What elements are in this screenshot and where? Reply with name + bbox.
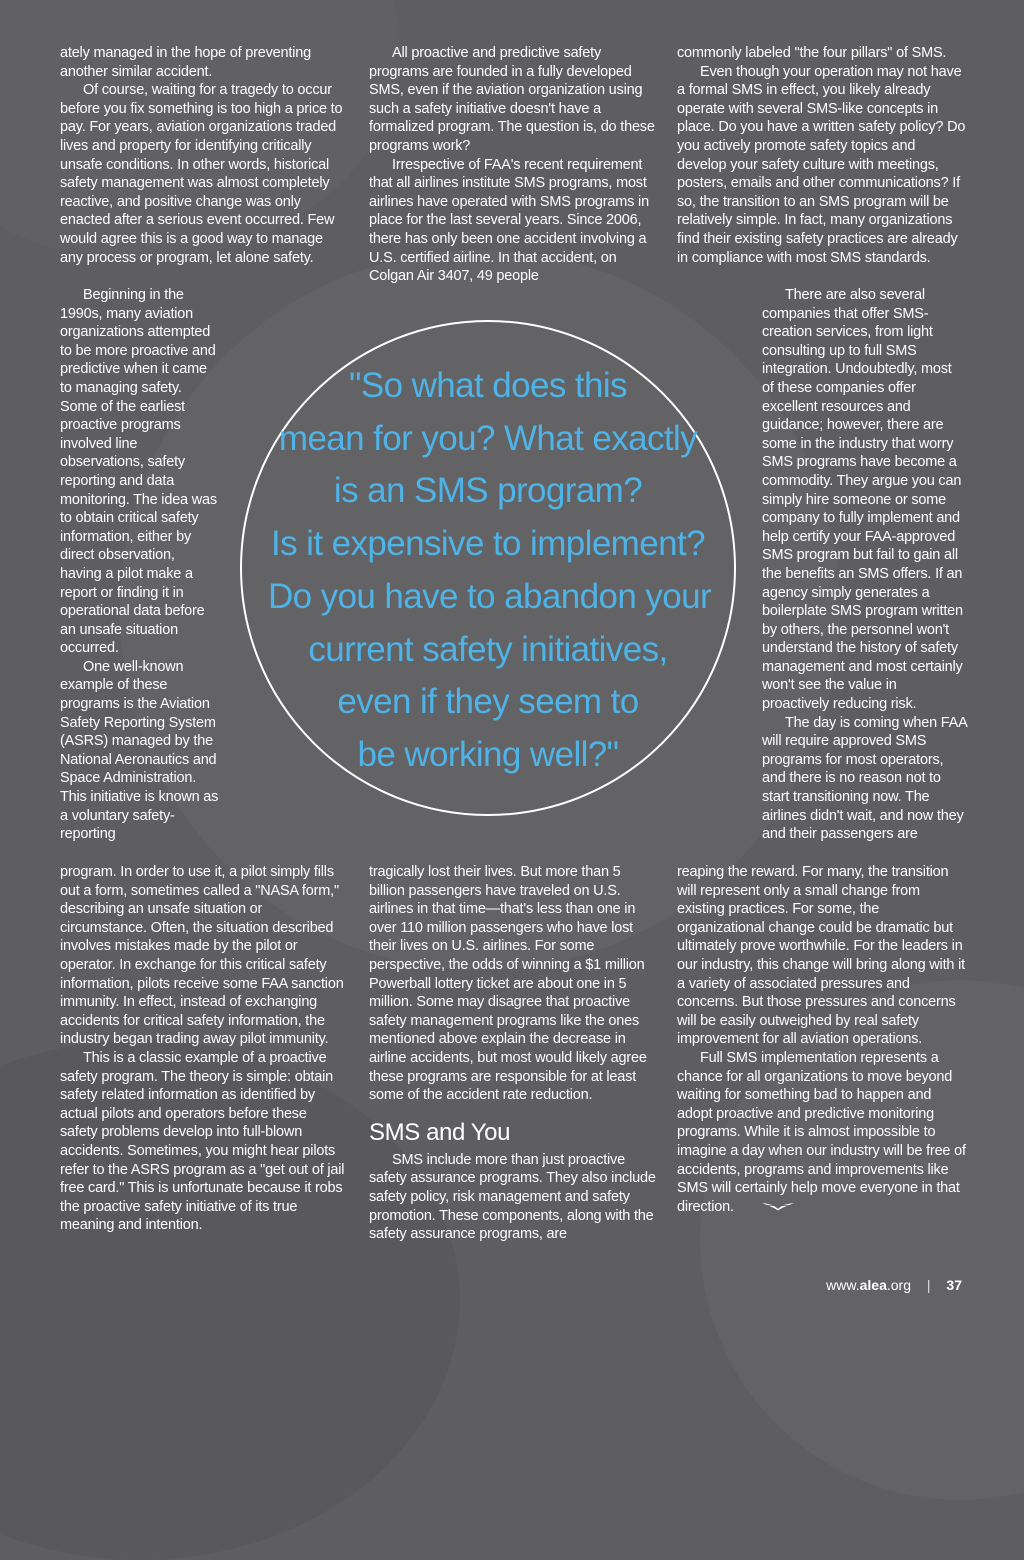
pull-quote [268,360,712,782]
pull-quote-line: is an SMS program? [333,471,643,511]
paragraph: Irrespective of FAA's recent requirement that all airlines institute SMS programs, most airlines have operated with SMS programs in place for the last several years. Since 2006, there has only been one accident involving a U.S. certified airline. In that accident, on Colgan Air 3407, 49 people [369,156,649,285]
column-1-middle [60,286,220,844]
url-brand: alea [859,1277,887,1293]
paragraph: reaping the reward. For many, the transition will represent only a small change from existing practices. For some, the organizational change could be dramatic but ultimately prove worthwhile. For the leaders in our industry, this change will bring along with it a variety of associated pressures and concerns. But those pressures and concerns will be easily outweighed by real safety improvement for all aviation operations. [677,864,965,1048]
paragraph: SMS include more than just proactive safety assurance programs. They also include safety policy, risk management and safety promotion. These components, along with the safety assurance programs, are [369,1151,656,1243]
pull-quote-line: Is it expensive to implement? [271,524,705,564]
column-1-top [60,44,348,267]
paragraph: Beginning in the 1990s, many aviation organizations attempted to be more proactive and predictive when it came to managing safety. Some of the earliest proactive programs involved line observations, safety reporting and data monitoring. The idea was to obtain critical safety information, either by direct observation, having a pilot make a report or finding it in operational data before an unsafe situation occurred. [60,287,217,657]
paragraph: The day is coming when FAA will require approved SMS programs for most operators, and there is no reason not to start transitioning now. The airlines didn't wait, and now they and their passengers are [762,714,967,843]
pull-quote-line: be working well?" [357,734,619,774]
paragraph: Of course, waiting for a tragedy to occur before you fix something is too high a price to pay. For years, aviation organizations traded lives and property for identifying critically unsafe conditions. In other words, historical safety management was almost completely reactive, and positive change was only enacted after a serious event occurred. Few would agree this is a good way to manage any process or program, let alone safety. [60,82,343,266]
wings-icon [738,1198,795,1217]
paragraph: program. In order to use it, a pilot simply fills out a form, sometimes called a "NASA form," describing an unsafe situation or circumstance. Often, the situation described involves mistakes made by the pilot or operator. In exchange for this critical safety information, pilots receive some FAA sanction immunity. In effect, instead of exchanging accidents for critical safety information, the industry began trading away pilot immunity. [60,864,344,1048]
url-suffix: .org [886,1277,911,1293]
paragraph [677,1049,967,1216]
pull-quote-line: Do you have to abandon your [268,576,712,616]
footer-separator: | [926,1277,931,1293]
paragraph: There are also several companies that offer SMS-creation services, from light consulting up to full SMS integration. Undoubtedly, most of these companies offer excellent resources and guidance; however, there are some in the industry that worry SMS programs have become a commodity. They argue you can simply hire someone or some company to fully implement and help certify your FAA-approved SMS program but fail to gain all the benefits an SMS offers. If an agency simply generates a boilerplate SMS program written by others, the personnel won't understand the history of safety management and most certainly won't see the value in proactively reducing risk. [762,287,963,713]
paragraph: All proactive and predictive safety programs are founded in a fully developed SMS, even if the aviation organization using such a safety initiative doesn't have a formalized program. The question is, do these programs work? [369,45,655,154]
page-footer [826,1277,962,1293]
paragraph: tragically lost their lives. But more than 5 billion passengers have traveled on U.S. airlines in that time—that's less than one in over 110 million passengers who have lost their lives on U.S. airlines. For some perspective, the odds of winning a $1 million Powerball lottery ticket are about one in 5 million. Some may disagree that proactive safety management programs like the ones mentioned above explain the decrease in airline accidents, but most would likely agree these programs are responsible for at least some of the accident rate reduction. [369,864,647,1104]
paragraph: commonly labeled "the four pillars" of SMS. [677,45,947,61]
column-3-bottom [677,863,967,1216]
column-3-top [677,44,967,267]
paragraph: One well-known example of these programs is the Aviation Safety Reporting System (ASRS) managed by the National Aeronautics and Space Administration. This initiative is known as a voluntary safety-reporting [60,658,219,843]
paragraph-text: Full SMS implementation represents a chance for all organizations to move beyond waiting for something bad to happen and adopt proactive and predictive monitoring programs. While it is almost impossible to imagine a day when our industry will be free of accidents, programs and improvements like SMS will certainly help move everyone in that direction. [677,1049,966,1215]
pull-quote-line: mean for you? What exactly [278,418,698,458]
paragraph: Even though your operation may not have a formal SMS in effect, you likely already operate with several SMS-like concepts in place. Do you have a written safety policy? Do you actively promote safety topics and develop your safety culture with meetings, posters, emails and other communications? If so, the transition to an SMS program will be relatively simple. In fact, many organizations find their existing safety practices are already in compliance with most SMS standards. [677,63,966,266]
pull-quote-line: current safety initiatives, [308,629,668,669]
section-subheading: SMS and You [369,1118,511,1146]
column-3-middle [762,286,967,844]
page-number: 37 [946,1277,962,1293]
pull-quote-line: even if they seem to [337,682,639,722]
column-2-top [369,44,657,286]
column-1-bottom [60,863,348,1235]
url-prefix: www. [826,1277,860,1293]
pull-quote-line: "So what does this [349,366,627,405]
paragraph: ately managed in the hope of preventing another similar accident. [60,45,311,80]
paragraph: This is a classic example of a proactive safety program. The theory is simple: obtain safety related information as identified by actual pilots and operators before these safety problems develop into full-blown accidents. Sometimes, you might hear pilots refer to the ASRS program as a "get out of jail free card." This is unfortunate because it robs the proactive safety initiative of its true meaning and intention. [60,1049,345,1234]
column-2-bottom [369,863,657,1244]
footer-url[interactable] [826,1277,911,1293]
